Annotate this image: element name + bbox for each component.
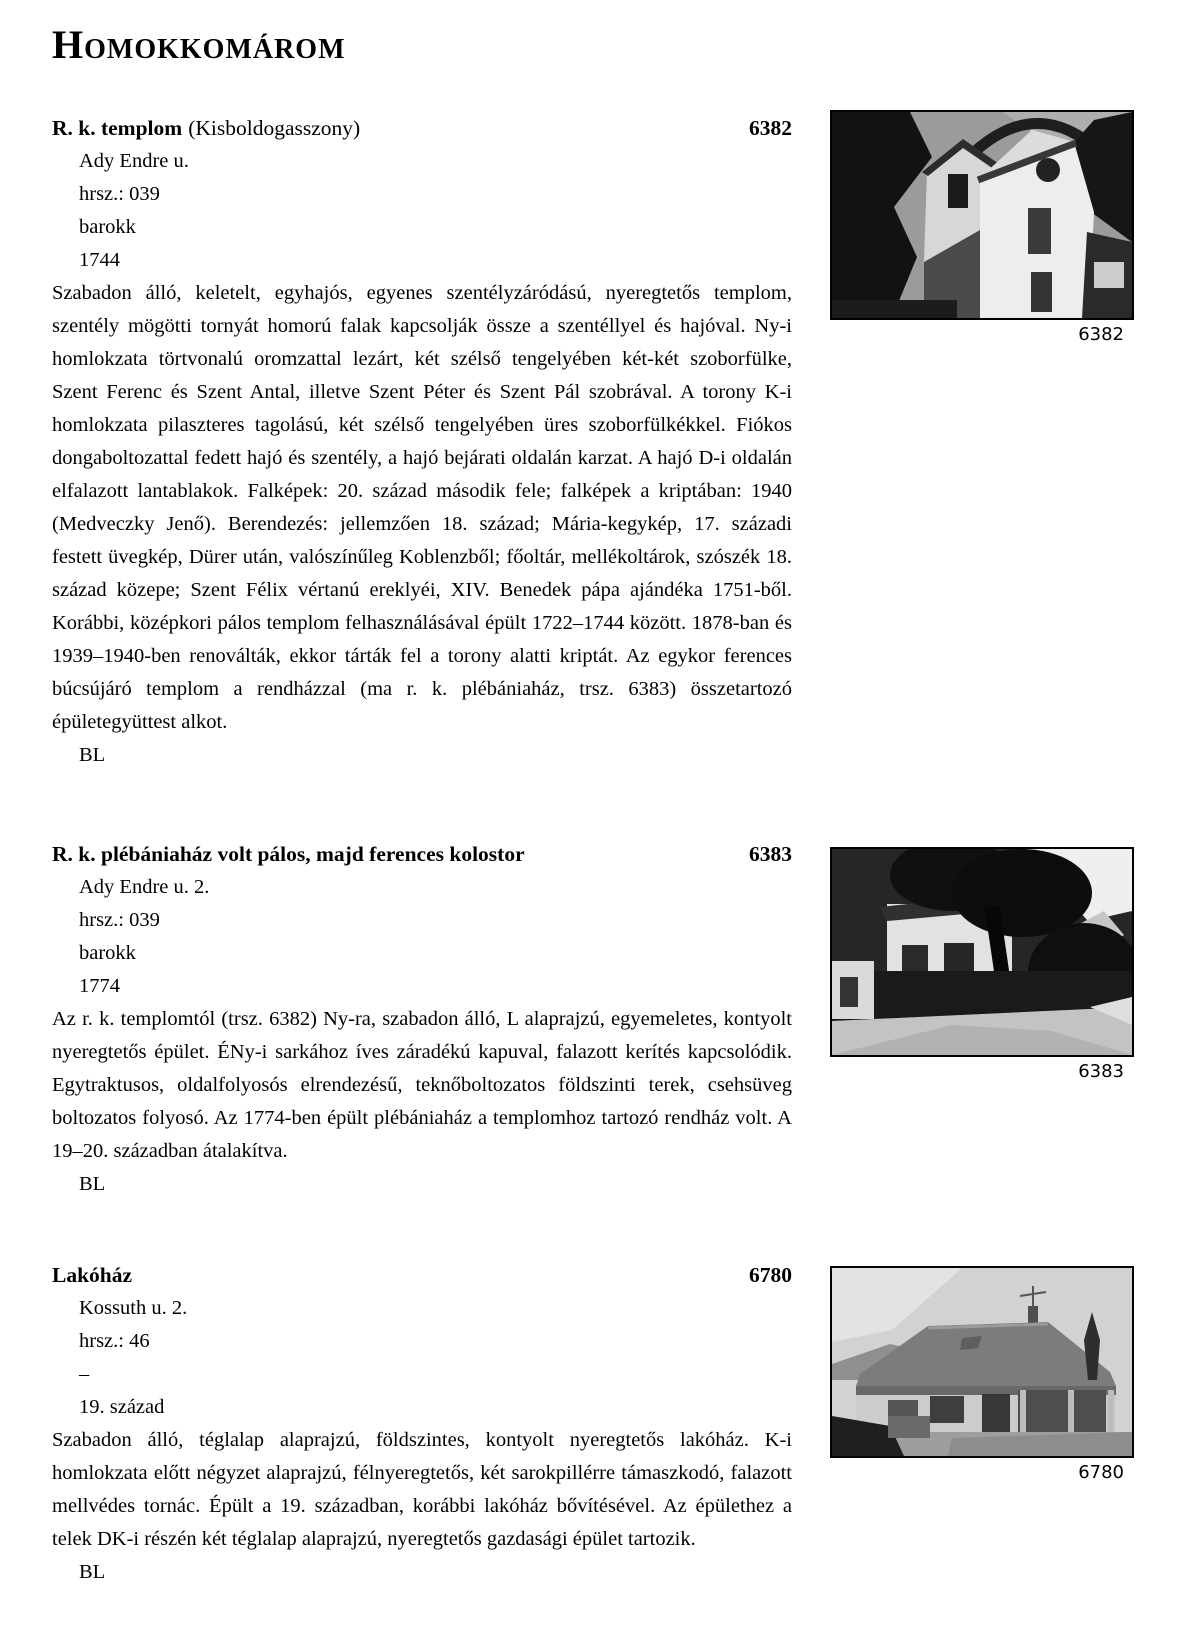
entry-address: Ady Endre u. 2. (79, 876, 210, 898)
page-title: Homokkomárom (52, 22, 346, 67)
entry-parcel-number: hrsz.: 039 (79, 909, 160, 931)
entry-date: 1744 (79, 249, 120, 271)
entry-title-group (52, 112, 360, 145)
entry-description: Az r. k. templomtól (trsz. 6382) Ny-ra, szabadon álló, L alaprajzú, egyemeletes, kontyolt nyeregtetős épület. ÉNy-i sarkához íves záradékú kapuval, falazott kerítés kapcsolódik. Egytraktusos, oldalfolyosós elrendezésű, teknőboltozatos földszinti terek, csehsüveg boltozatos folyosó. Az 1774-ben épült plébániaház a templomhoz tartozó rendház volt. A 19–20. században átalakítva. (52, 1008, 792, 1162)
entry-register-number: 6382 (749, 116, 792, 140)
figure-caption: 6780 (1078, 1462, 1124, 1483)
church-photo (830, 110, 1134, 320)
church-photo-image (832, 112, 1132, 318)
parish-house-photo-image (832, 849, 1132, 1055)
monument-entry-lakohaz (52, 1259, 792, 1589)
entry-register-number: 6383 (749, 842, 792, 866)
author-initials: BL (79, 1173, 106, 1195)
entry-heading (52, 1259, 792, 1292)
entry-address: Kossuth u. 2. (79, 1297, 188, 1319)
entry-description: Szabadon álló, téglalap alaprajzú, földszintes, kontyolt nyeregtetős lakóház. K-i homlokzata előtt négyzet alaprajzú, félnyeregtetős, két sarokpillérre támaszkodó, falazott mellvédes tornác. Épült a 19. században, korábbi lakóház bővítésével. Az épülethez a telek DK-i részén két téglalap alaprajzú, nyeregtetős gazdasági épület tartozik. (52, 1429, 792, 1550)
parish-house-photo (830, 847, 1134, 1057)
entry-title: Lakóház (52, 1263, 133, 1287)
entry-address: Ady Endre u. (79, 150, 189, 172)
entry-description: Szabadon álló, keletelt, egyhajós, egyenes szentélyzáródású, nyeregtetős templom, szentély mögötti tornyát homorú falak kapcsolják össze a szentéllyel és hajóval. Ny-i homlokzata törtvonalú oromzattal lezárt, két szélső tengelyében két-két szoborfülke, Szent Ferenc és Szent Antal, illetve Szent Péter és Szent Pál szobrával. A torony K-i homlokzata pilaszteres tagolású, két szélső tengelyében üres szoborfülkékkel. Fiókos dongaboltozattal fedett hajó és szentély, a hajó bejárati oldalán karzat. A hajó D-i oldalán elfalazott lantablakok. Falképek: 20. század második fele; falképek a kriptában: 1940 (Medveczky Jenő). Berendezés: jellemzően 18. század; Mária-kegykép, 17. századi festett üvegkép, Dürer után, valószínűleg Koblenzből; főoltár, mellékoltárok, szószék 18. század közepe; Szent Félix vértanú ereklyéi, XIV. Benedek pápa ajándéka 1751-ből. Korábbi, középkori pálos templom felhasználásával épült 1722–1744 között. 1878-ban és 1939–1940-ben renoválták, ekkor tárták fel a torony alatti kriptát. Az egykor ferences búcsújáró templom a rendházzal (ma r. k. plébániaház, trsz. 6383) összetartozó épületegyüttest alkot. (52, 282, 792, 733)
entry-parcel-number: hrsz.: 46 (79, 1330, 150, 1352)
figure-caption: 6382 (1078, 324, 1124, 345)
dwelling-house-photo-image (832, 1268, 1132, 1456)
monument-entry-plebaniahaz (52, 838, 792, 1201)
monument-entry-templom (52, 112, 792, 772)
figure-caption: 6383 (1078, 1061, 1124, 1082)
entry-title: R. k. plébániaház volt pálos, majd ferences kolostor (52, 842, 525, 866)
entry-style: – (79, 1363, 90, 1385)
entry-heading (52, 112, 792, 145)
author-initials: BL (79, 1561, 106, 1583)
entry-date: 1774 (79, 975, 120, 997)
entry-style: barokk (79, 216, 136, 238)
figure-parish-house (830, 847, 1134, 1082)
text-column (52, 24, 792, 1589)
entry-date: 19. század (79, 1396, 165, 1418)
entry-heading (52, 838, 792, 871)
figure-church (830, 110, 1134, 345)
entry-register-number: 6780 (749, 1263, 792, 1287)
entry-style: barokk (79, 942, 136, 964)
entry-title-group (52, 838, 525, 871)
entry-parcel-number: hrsz.: 039 (79, 183, 160, 205)
entry-title-suffix: (Kisboldogasszony) (188, 116, 361, 140)
author-initials: BL (79, 744, 106, 766)
figure-dwelling-house (830, 1266, 1134, 1483)
entry-title: R. k. templom (52, 116, 183, 140)
dwelling-house-photo (830, 1266, 1134, 1458)
entry-title-group (52, 1259, 132, 1292)
